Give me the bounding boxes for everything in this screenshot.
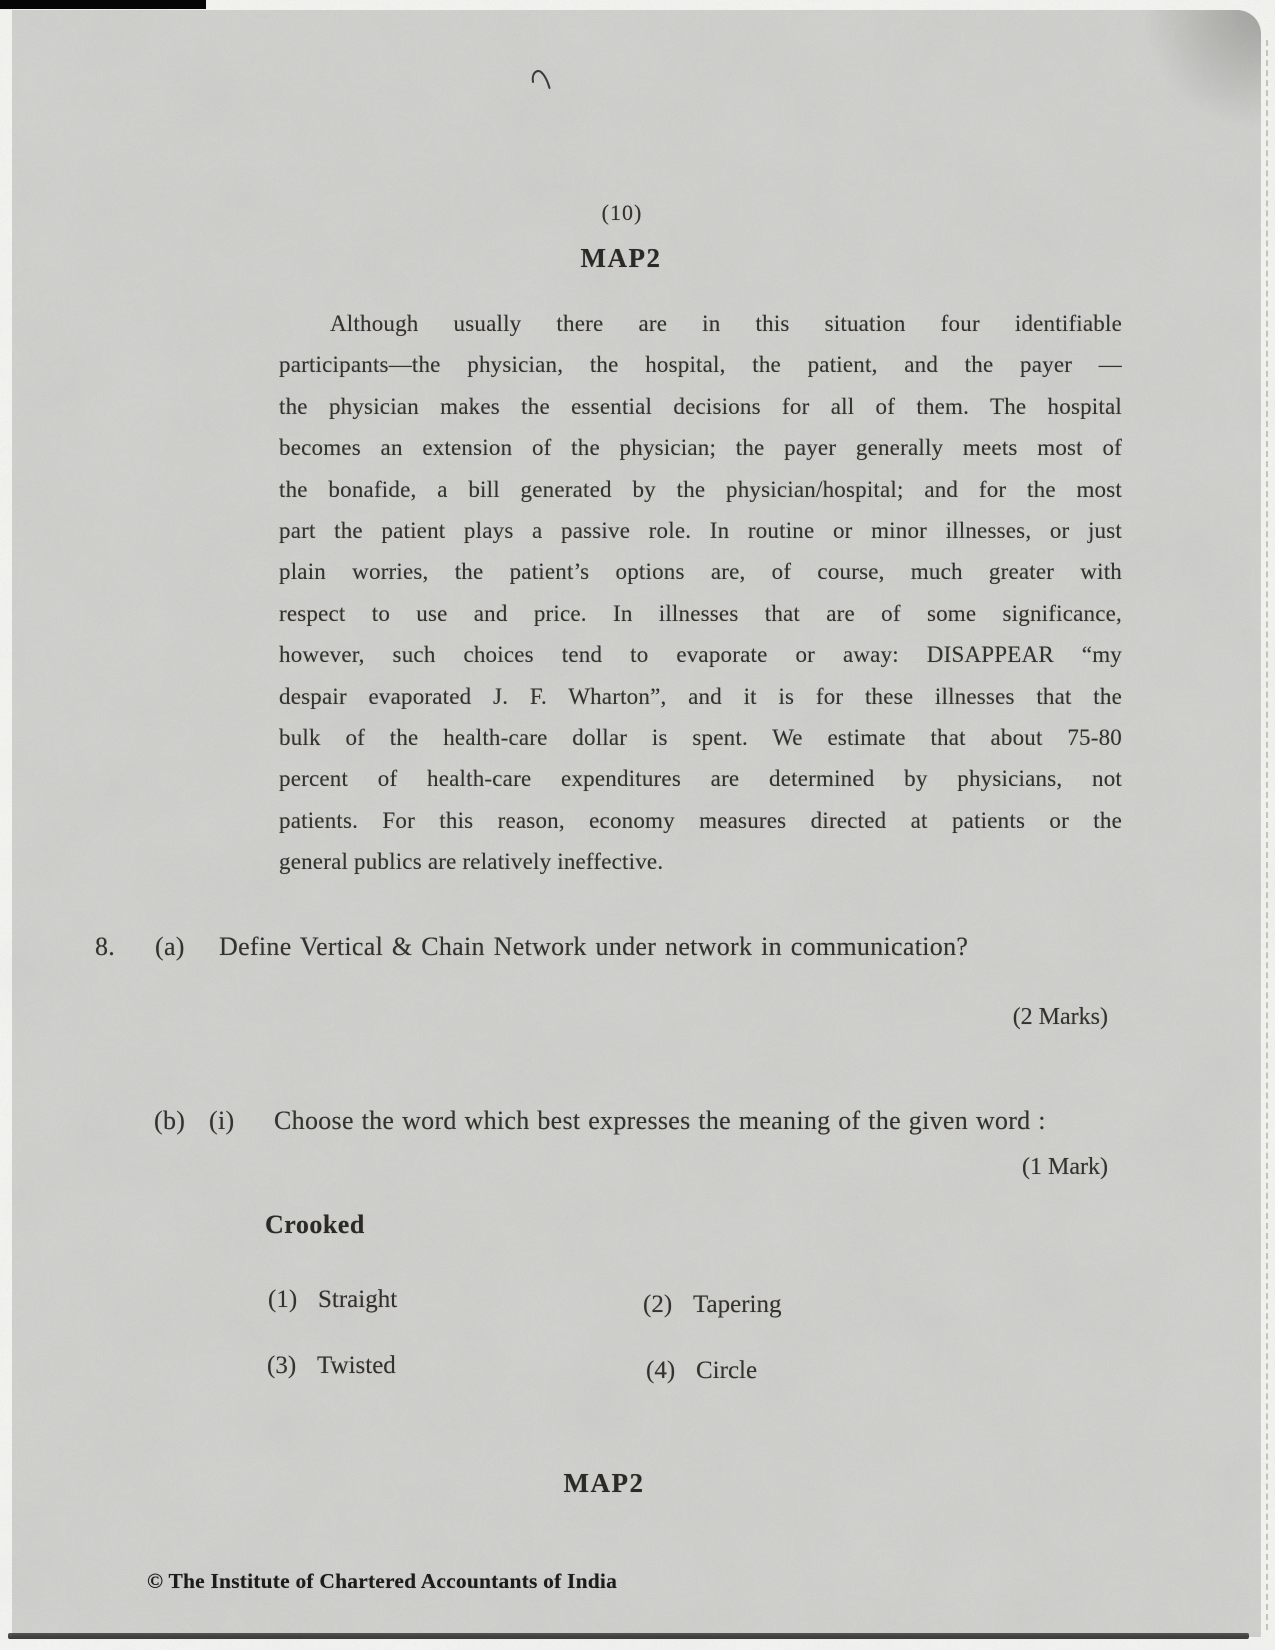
scan-corner-shadow bbox=[1111, 10, 1261, 130]
given-word: Crooked bbox=[265, 1210, 365, 1239]
part-a-label: (a) bbox=[155, 932, 185, 961]
part-a-text: Define Vertical & Chain Network under network in communication? bbox=[219, 932, 969, 961]
option-4-label: Circle bbox=[696, 1357, 758, 1384]
passage bbox=[279, 303, 1122, 882]
option-3 bbox=[267, 1352, 396, 1380]
page-number: (10) bbox=[601, 200, 643, 225]
part-b-marks: (1 Mark) bbox=[1022, 1154, 1108, 1180]
option-3-label: Twisted bbox=[317, 1352, 396, 1379]
part-a-marks: (2 Marks) bbox=[1012, 1004, 1108, 1030]
passage-line: part the patient plays a passive role. In routine or minor illnesses, or just bbox=[279, 517, 1122, 543]
part-b-text: Choose the word which best expresses the meaning of the given word : bbox=[274, 1106, 1046, 1135]
passage-line: respect to use and price. In illnesses that are of some significance, bbox=[279, 600, 1122, 626]
passage-line: the physician makes the essential decisions for all of them. The hospital bbox=[279, 393, 1122, 419]
option-1-label: Straight bbox=[318, 1286, 398, 1313]
option-3-number: (3) bbox=[267, 1352, 297, 1379]
option-1 bbox=[268, 1286, 397, 1314]
passage-line: however, such choices tend to evaporate or away: DISAPPEAR “my bbox=[279, 642, 1122, 668]
scanner-artifact-line bbox=[1266, 40, 1268, 1630]
passage-line: percent of health-care expenditures are determined by physicians, not bbox=[279, 766, 1122, 792]
passage-line: bulk of the health-care dollar is spent. We estimate that about 75-80 bbox=[279, 724, 1122, 750]
option-1-number: (1) bbox=[268, 1286, 298, 1313]
option-4 bbox=[646, 1357, 757, 1385]
passage-line: becomes an extension of the physician; the payer generally meets most of bbox=[279, 435, 1122, 461]
passage-line: patients. For this reason, economy measures directed at patients or the bbox=[279, 807, 1122, 833]
passage-line: participants—the physician, the hospital, the patient, and the payer — bbox=[279, 352, 1122, 378]
scan-bottom-edge bbox=[8, 1633, 1249, 1639]
footer-title: MAP2 bbox=[563, 1468, 645, 1498]
part-b-sub-label: (i) bbox=[209, 1106, 235, 1135]
passage-line: despair evaporated J. F. Wharton”, and it is for these illnesses that the bbox=[279, 683, 1122, 709]
part-b-label: (b) bbox=[154, 1106, 186, 1135]
option-2-number: (2) bbox=[643, 1291, 673, 1318]
passage-line: plain worries, the patient’s options are, of course, much greater with bbox=[279, 559, 1122, 585]
passage-line: the bonafide, a bill generated by the physician/hospital; and for the most bbox=[279, 476, 1122, 502]
option-2-label: Tapering bbox=[693, 1291, 782, 1318]
header-title: MAP2 bbox=[580, 243, 662, 273]
passage-line: Although usually there are in this situation four identifiable bbox=[330, 311, 1122, 336]
copyright-text: © The Institute of Chartered Accountants of India bbox=[147, 1569, 618, 1593]
option-2 bbox=[643, 1291, 782, 1319]
passage-line: general publics are relatively ineffective. bbox=[279, 849, 664, 875]
option-4-number: (4) bbox=[646, 1357, 676, 1384]
scan-edge-bar bbox=[0, 0, 206, 9]
question-number: 8. bbox=[95, 932, 116, 961]
